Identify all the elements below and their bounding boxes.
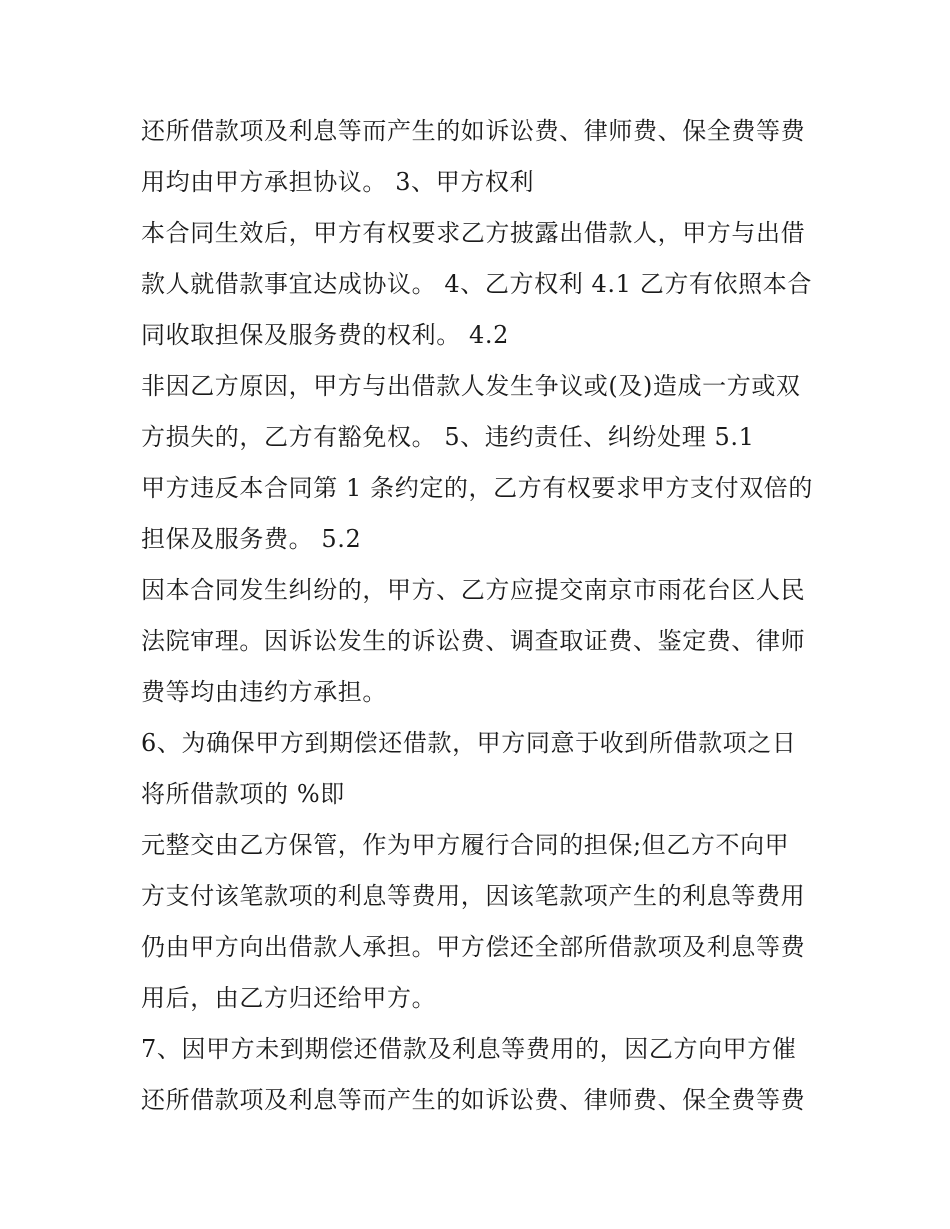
text-line-14: 将所借款项的 %即 <box>141 780 345 808</box>
text-line-5: 同收取担保及服务费的权利。 4.2 <box>141 321 509 349</box>
text-line-18: 用后，由乙方归还给甲方。 <box>141 984 437 1012</box>
text-line-11: 法院审理。因诉讼发生的诉讼费、调查取证费、鉴定费、律师 <box>141 627 806 655</box>
text-line-2: 用均由甲方承担协议。 3、甲方权利 <box>141 168 535 196</box>
text-line-6: 非因乙方原因，甲方与出借款人发生争议或(及)造成一方或双 <box>141 372 801 400</box>
contract-text-block <box>141 106 821 1126</box>
text-line-4: 款人就借款事宜达成协议。 4、乙方权利 4.1 乙方有依照本合 <box>141 270 812 298</box>
text-line-17: 仍由甲方向出借款人承担。甲方偿还全部所借款项及利息等费 <box>141 933 806 961</box>
text-line-10: 因本合同发生纠纷的，甲方、乙方应提交南京市雨花台区人民 <box>141 576 806 604</box>
text-line-1: 还所借款项及利息等而产生的如诉讼费、律师费、保全费等费 <box>141 117 806 145</box>
text-line-12: 费等均由违约方承担。 <box>141 678 387 706</box>
text-line-3: 本合同生效后，甲方有权要求乙方披露出借款人，甲方与出借 <box>141 219 806 247</box>
text-line-20: 还所借款项及利息等而产生的如诉讼费、律师费、保全费等费 <box>141 1086 806 1114</box>
text-line-9: 担保及服务费。 5.2 <box>141 525 362 553</box>
text-line-15: 元整交由乙方保管，作为甲方履行合同的担保;但乙方不向甲 <box>141 831 790 859</box>
text-line-8: 甲方违反本合同第 1 条约定的，乙方有权要求甲方支付双倍的 <box>141 474 813 502</box>
text-line-13: 6、为确保甲方到期偿还借款，甲方同意于收到所借款项之日 <box>141 729 797 757</box>
text-line-19: 7、因甲方未到期偿还借款及利息等费用的，因乙方向甲方催 <box>141 1035 797 1063</box>
text-line-7: 方损失的，乙方有豁免权。 5、违约责任、纠纷处理 5.1 <box>141 423 755 451</box>
text-line-16: 方支付该笔款项的利息等费用，因该笔款项产生的利息等费用 <box>141 882 806 910</box>
